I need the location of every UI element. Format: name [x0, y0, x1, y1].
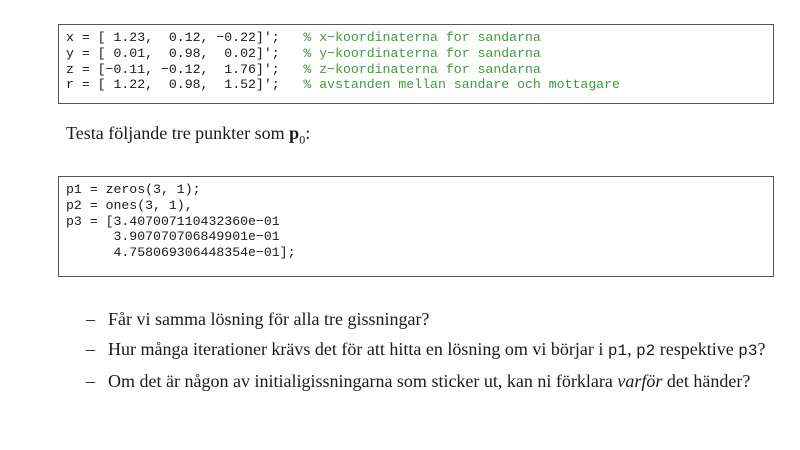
code-line-p3: p3 = [3.407007110432360e−01	[66, 213, 280, 229]
question-item-3: – Om det är någon av initialigissningarna som sticker ut, kan ni förklara varför det händer?	[86, 371, 751, 391]
question-list	[86, 308, 772, 400]
code-line-p1: p1 = zeros(3, 1);	[66, 182, 201, 197]
question-item-1: – Får vi samma lösning för alla tre gissningar?	[86, 309, 430, 329]
question-item-2: – Hur många iterationer krävs det för att hitta en lösning om vi börjar i p1, p2 respektive p3?	[86, 339, 766, 360]
code-line-y: y = [ 0.01, 0.98, 0.02]'; % y−koordinaterna for sandarna	[66, 45, 541, 61]
code-comment: % avstanden mellan sandare och mottagare	[303, 77, 620, 93]
code-p1: p1	[607, 342, 628, 360]
vector-subscript: 0	[299, 132, 306, 147]
code-line-p3-cont: 3.907070706849901e−01	[66, 229, 280, 245]
code-line-x: x = [ 1.23, 0.12, −0.22]'; % x−koordinaterna for sandarna	[66, 30, 541, 45]
code-line-r: r = [ 1.22, 0.98, 1.52]'; % avstanden mellan sandare och mottagare	[66, 77, 620, 93]
code-line-z: z = [−0.11, −0.12, 1.76]'; % z−koordinaterna for sandarna	[66, 61, 541, 77]
code-line-p3-end: 4.758069306448354e−01];	[66, 245, 296, 261]
code-comment: % x−koordinaterna for sandarna	[303, 30, 541, 45]
code-comment: % z−koordinaterna for sandarna	[303, 61, 541, 77]
list-dash: –	[86, 309, 95, 329]
code-p3: p3	[738, 342, 758, 360]
list-dash: –	[86, 371, 95, 391]
list-dash: –	[86, 339, 95, 359]
code-line-p2: p2 = ones(3, 1),	[66, 197, 193, 213]
code-p2: p2	[636, 342, 656, 360]
code-block-coordinates	[58, 24, 774, 104]
intro-paragraph: Testa följande tre punkter som $p_0$:	[66, 123, 311, 147]
vector-symbol: p	[289, 123, 300, 143]
code-block-initial-guesses	[58, 176, 774, 277]
emphasis-varfor: varför	[617, 371, 663, 391]
code-comment: % y−koordinaterna for sandarna	[303, 45, 541, 61]
